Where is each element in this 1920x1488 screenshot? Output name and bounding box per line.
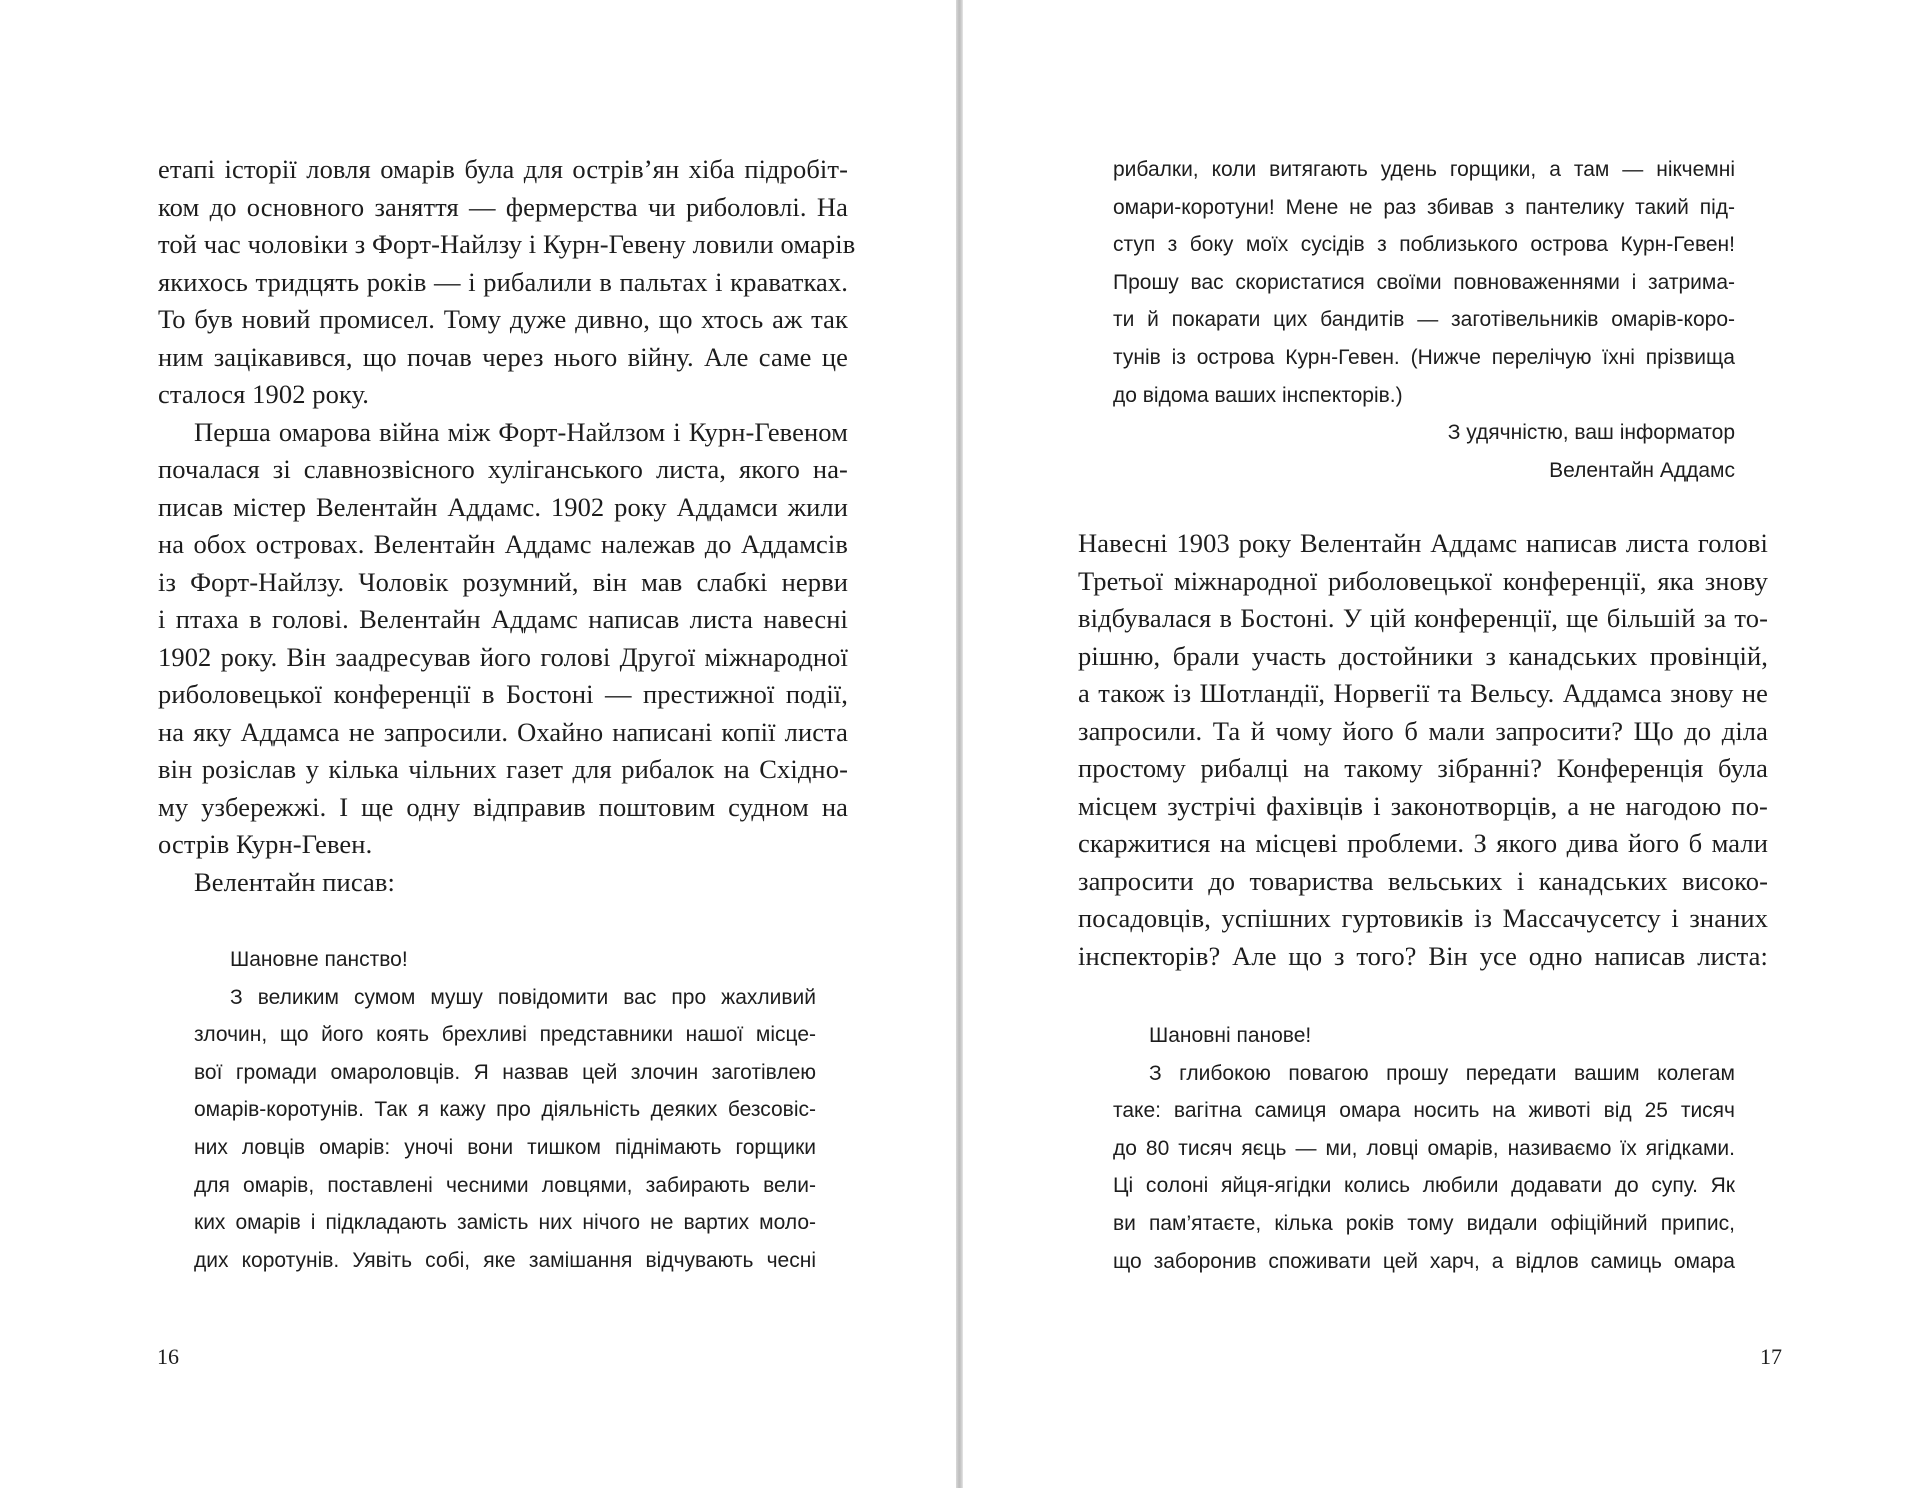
text-line: що заборонив споживати цей харч, а відлов самиць омара	[1113, 1249, 1735, 1273]
text-line: рішню, брали участь достойники з канадських провінцій,	[1078, 640, 1768, 671]
text-line: простому рибалці на такому зібранні? Конференція була	[1078, 753, 1768, 783]
text-line: для омарів, поставлені чесними ловцями, забирають вели-	[194, 1173, 816, 1197]
letter-signature-name: Велентайн Аддамс	[1549, 458, 1735, 482]
text-line: дих коротунів. Уявіть собі, яке замішання відчувають чесні	[194, 1248, 816, 1272]
text-line: риболовецької конференції в Бостоні — престижної події,	[158, 679, 848, 709]
text-line: він розіслав у кілька чільних газет для рибалок на Східно-	[158, 754, 848, 784]
text-line: Велентайн писав:	[194, 866, 395, 897]
text-line: ви пам’ятаєте, кілька років тому видали офіційний припис,	[1113, 1211, 1735, 1235]
text-line: етапі історії ловля омарів була для острів’ян хіба підробіт-	[158, 154, 848, 184]
text-line: на яку Аддамса не запросили. Охайно написані копії листа	[158, 716, 848, 747]
text-line: Перша омарова війна між Форт-Найлзом і Курн-Гевеном	[194, 416, 848, 447]
text-line: омарів-коротунів. Так я кажу про діяльність деяких безсовіс-	[194, 1098, 816, 1122]
text-line: а також із Шотландії, Норвегії та Вельсу. Аддамса знову не	[1078, 678, 1768, 708]
text-line: відбувалася в Бостоні. У цій конференції, ще більшій за то-	[1078, 603, 1768, 633]
text-line: таке: вагітна самиця омара носить на животі від 25 тисяч	[1113, 1099, 1735, 1123]
text-line: ти й покарати цих бандитів — заготівельників омарів-коро-	[1113, 308, 1735, 332]
text-line: омари-коротуни! Мене не раз збивав з пантелику такий під-	[1113, 195, 1735, 219]
text-line: 1902 року. Він заадресував його голові Другої міжнародної	[158, 641, 848, 672]
letter-salutation: Шановні панове!	[1149, 1024, 1312, 1047]
text-line: із Форт-Найлзу. Чоловік розумний, він мав слабкі нерви	[158, 566, 848, 597]
text-line: запросили. Та й чому його б мали запросити? Що до діла	[1078, 715, 1768, 746]
text-line: інспекторів? Але що з того? Він усе одно написав листа:	[1078, 940, 1768, 971]
left-page	[0, 0, 956, 1488]
text-line: і птаха в голові. Велентайн Аддамс написав листа навесні	[158, 604, 848, 634]
text-line: Третьої міжнародної риболовецької конференції, яка знову	[1078, 565, 1768, 596]
text-line: той час чоловіки з Форт-Найлзу і Курн-Гевену ловили омарів	[158, 229, 856, 259]
text-line: рибалки, коли витягають удень горщики, а там — нікчемні	[1113, 158, 1735, 181]
text-line: запросити до товариства вельських і канадських високо-	[1078, 865, 1768, 896]
text-line: ним зацікавився, що почав через нього війну. Але саме це	[158, 341, 848, 372]
page-number: 16	[157, 1344, 179, 1369]
text-line: сталося 1902 року.	[158, 379, 370, 409]
text-line: до відома ваших інспекторів.)	[1113, 383, 1403, 407]
text-line: Прошу вас скористатися своїми повноваженнями і затрима-	[1113, 270, 1735, 294]
right-letter-text	[1113, 1017, 1735, 1280]
text-line: писав містер Велентайн Аддамс. 1902 року Аддамси жили	[158, 491, 848, 522]
text-line: посадовців, успішних гуртовиків із Массачусетсу і знаних	[1078, 903, 1768, 933]
text-line: на обох островах. Велентайн Аддамс належав до Аддамсів	[158, 529, 848, 559]
text-line: З великим сумом мушу повідомити вас про жахливий	[230, 985, 816, 1009]
letter-salutation: Шановне панство!	[230, 948, 408, 971]
text-line: ступ з боку моїх сусідів з поблизького острова Курн-Гевен!	[1113, 233, 1735, 257]
text-line: злочин, що його коять брехливі представники нашої місце-	[194, 1023, 816, 1047]
text-line: почалася зі славнозвісного хуліганського листа, якого на-	[158, 454, 848, 484]
text-line: ком до основного заняття — фермерства чи риболовлі. На	[158, 191, 848, 222]
text-line: до 80 тисяч яєць — ми, ловці омарів, називаємо їх ягідками.	[1113, 1136, 1735, 1160]
text-line: ких омарів і підкладають замість них нічого не вартих моло-	[194, 1211, 816, 1235]
book-gutter	[956, 0, 963, 1488]
text-line: Ці солоні яйця-ягідки колись любили додавати до супу. Як	[1113, 1174, 1735, 1198]
text-line: місцем зустрічі фахівців і законотворців, а не нагодою по-	[1078, 790, 1768, 821]
right-letter-continuation	[1113, 151, 1735, 489]
text-line: якихось тридцять років — і рибалили в пальтах і краватках.	[158, 266, 848, 297]
left-letter-text	[194, 941, 816, 1279]
text-line: То був новий промисел. Тому дуже дивно, що хтось аж так	[158, 304, 848, 334]
text-line: Навесні 1903 року Велентайн Аддамс написав листа голові	[1078, 528, 1768, 558]
text-line: му узбережжі. І ще одну відправив поштовим судном на	[158, 791, 848, 822]
text-line: тунів із острова Курн-Гевен. (Нижче перелічую їхні прізвища	[1113, 345, 1735, 369]
text-line: острів Курн-Гевен.	[158, 829, 373, 859]
text-line: З глибокою повагою прошу передати вашим колегам	[1149, 1061, 1735, 1085]
page-number: 17	[1760, 1344, 1782, 1369]
letter-signature: З удячністю, ваш інформатор	[1447, 421, 1735, 445]
text-line: скаржитися на місцеві проблеми. З якого дива його б мали	[1078, 828, 1768, 858]
text-line: них ловців омарів: уночі вони тишком піднімають горщики	[194, 1135, 816, 1159]
right-page	[963, 0, 1920, 1488]
text-line: вої громади омароловців. Я назвав цей злочин заготівлею	[194, 1060, 816, 1084]
left-body-text	[158, 151, 856, 901]
right-body-text	[1078, 525, 1768, 975]
